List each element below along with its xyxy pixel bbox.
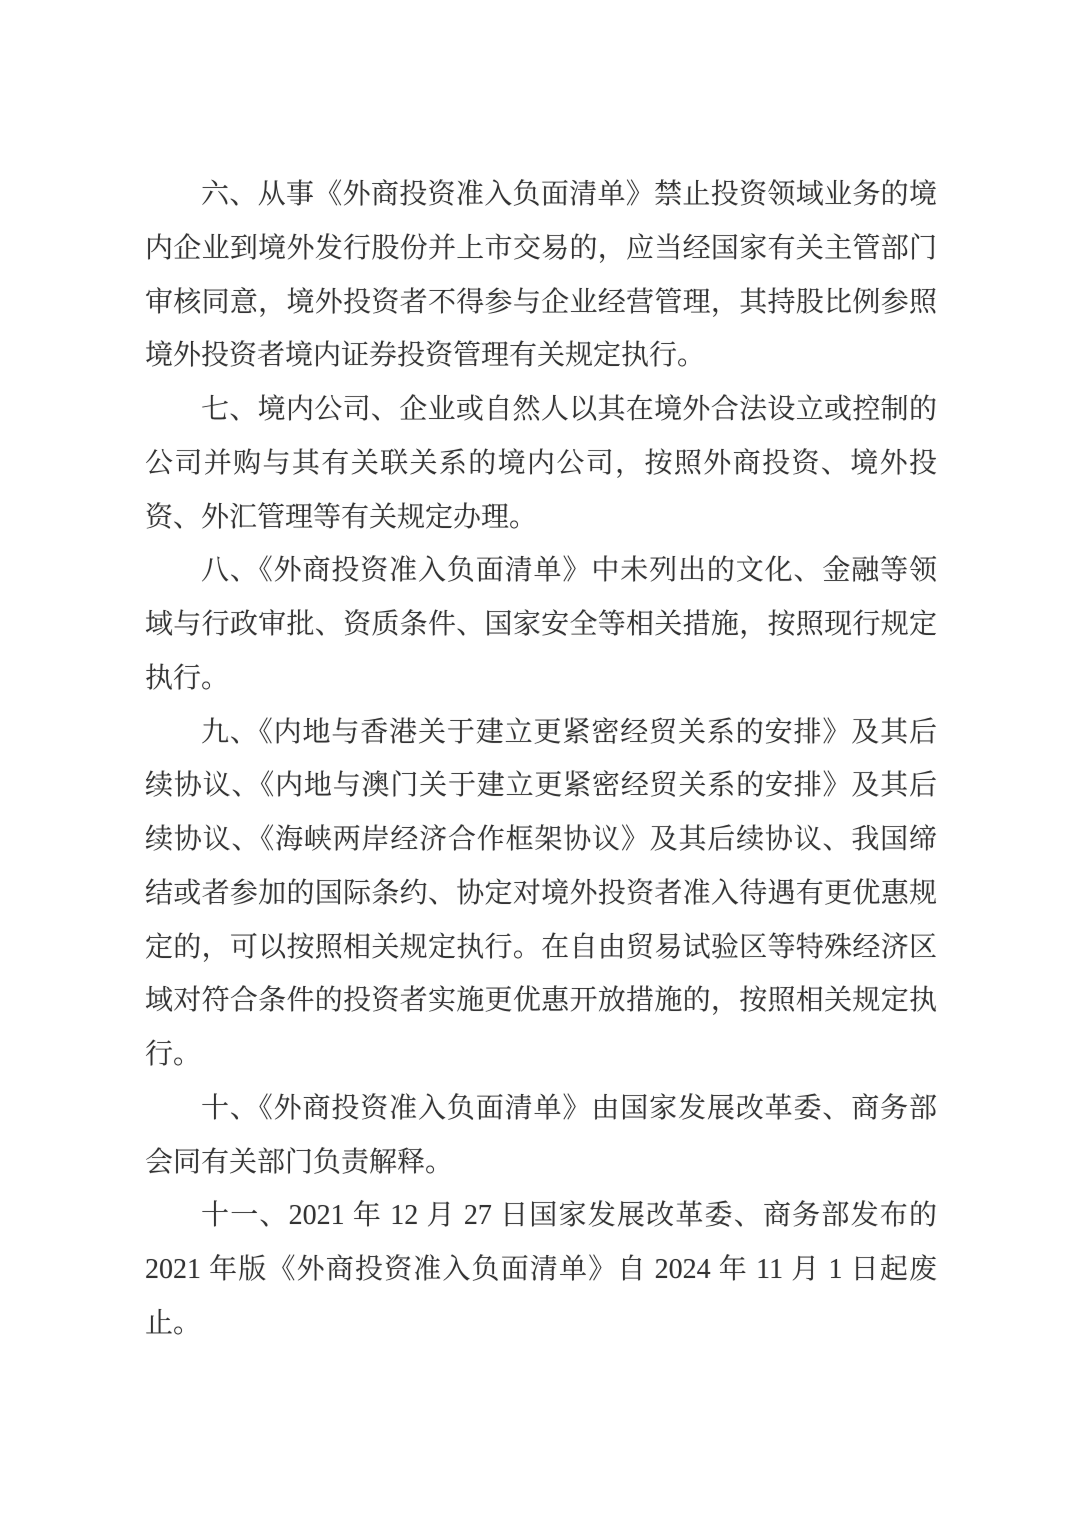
paragraph-item-10 — [145, 1082, 937, 1190]
text-line: 域对符合条件的投资者实施更优惠开放措施的，按照相关规定执 — [145, 985, 937, 1017]
paragraph-item-9 — [145, 706, 937, 1082]
text-line: 资、外汇管理等有关规定办理。 — [145, 501, 538, 533]
text-line: 会同有关部门负责解释。 — [145, 1146, 454, 1178]
text-line: 十一、2021 年 12 月 27 日国家发展改革委、商务部发布的 — [201, 1200, 937, 1232]
text-line: 十、《外商投资准入负面清单》由国家发展改革委、商务部 — [201, 1092, 937, 1124]
paragraph-item-8 — [145, 544, 937, 705]
text-line: 定的，可以按照相关规定执行。在自由贸易试验区等特殊经济区 — [145, 931, 937, 963]
text-line: 公司并购与其有关联关系的境内公司，按照外商投资、境外投 — [145, 447, 937, 479]
text-line: 内企业到境外发行股份并上市交易的，应当经国家有关主管部门 — [145, 232, 937, 264]
text-line: 2021 年版《外商投资准入负面清单》自 2024 年 11 月 1 日起废 — [145, 1254, 937, 1285]
text-line: 九、《内地与香港关于建立更紧密经贸关系的安排》及其后 — [201, 716, 937, 748]
paragraph-item-6 — [145, 168, 937, 383]
paragraph-item-11 — [145, 1189, 937, 1350]
text-line: 境外投资者境内证券投资管理有关规定执行。 — [145, 340, 706, 372]
text-line: 止。 — [145, 1307, 202, 1339]
text-line: 八、《外商投资准入负面清单》中未列出的文化、金融等领 — [201, 555, 937, 587]
text-line: 执行。 — [145, 662, 230, 694]
text-line: 行。 — [145, 1039, 202, 1070]
paragraph-item-7 — [145, 383, 937, 544]
text-line: 续协议、《内地与澳门关于建立更紧密经贸关系的安排》及其后 — [145, 770, 937, 802]
text-line: 审核同意，境外投资者不得参与企业经营管理，其持股比例参照 — [145, 286, 937, 318]
text-line: 续协议、《海峡两岸经济合作框架协议》及其后续协议、我国缔 — [145, 824, 937, 855]
text-line: 域与行政审批、资质条件、国家安全等相关措施，按照现行规定 — [145, 609, 937, 640]
text-line: 七、境内公司、企业或自然人以其在境外合法设立或控制的 — [201, 394, 937, 425]
text-line: 六、从事《外商投资准入负面清单》禁止投资领域业务的境 — [201, 179, 937, 210]
text-line: 结或者参加的国际条约、协定对境外投资者准入待遇有更优惠规 — [145, 877, 937, 909]
document-body — [145, 168, 937, 1351]
